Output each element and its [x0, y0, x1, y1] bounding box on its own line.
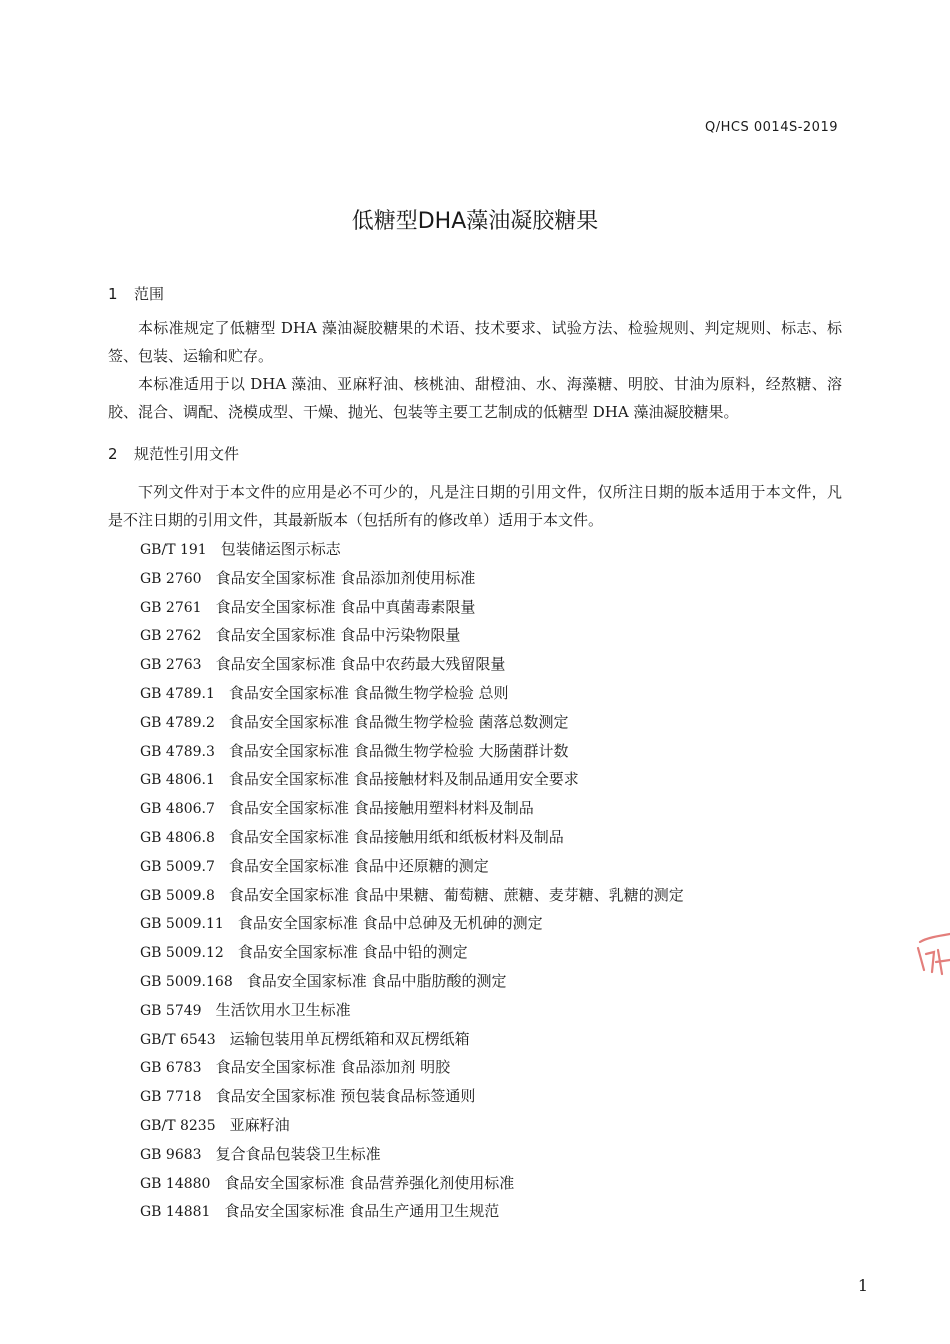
reference-item — [140, 996, 684, 1025]
scope-paragraph-1: 本标准规定了低糖型 DHA 藻油凝胶糖果的术语、技术要求、试验方法、检验规则、判定规则、标志、标签、包装、运输和贮存。 — [108, 319, 842, 365]
reference-item — [140, 1140, 684, 1169]
reference-item — [140, 794, 684, 823]
reference-title: 食品安全国家标准 食品接触用塑料材料及制品 — [228, 799, 534, 818]
reference-title: 食品安全国家标准 食品中果糖、葡萄糖、蔗糖、麦芽糖、乳糖的测定 — [228, 885, 684, 904]
reference-item — [140, 737, 684, 766]
section-title: 范围 — [134, 285, 165, 303]
reference-code: GB/T 6543 — [140, 1031, 216, 1048]
reference-item — [140, 1111, 684, 1140]
reference-title: 食品安全国家标准 食品接触用纸和纸板材料及制品 — [228, 827, 564, 846]
reference-item — [140, 593, 684, 622]
section-heading-normative-references — [108, 443, 239, 464]
reference-item — [140, 823, 684, 852]
reference-list — [140, 535, 684, 1226]
reference-code: GB 5009.7 — [140, 858, 215, 875]
reference-title: 亚麻籽油 — [229, 1115, 290, 1134]
reference-item — [140, 621, 684, 650]
reference-code: GB 5009.8 — [140, 887, 215, 904]
reference-title: 复合食品包装袋卫生标准 — [215, 1144, 381, 1163]
reference-code: GB 4789.2 — [140, 714, 215, 731]
reference-code: GB 2760 — [140, 570, 202, 587]
reference-code: GB/T 191 — [140, 542, 207, 558]
reference-code: GB 4789.1 — [140, 685, 215, 702]
reference-title: 食品安全国家标准 食品接触材料及制品通用安全要求 — [228, 770, 579, 789]
reference-item — [140, 1053, 684, 1082]
reference-code: GB 4806.7 — [140, 801, 215, 818]
reference-code: GB 7718 — [140, 1089, 202, 1106]
reference-code: GB 14880 — [140, 1175, 211, 1192]
reference-title: 食品安全国家标准 食品中真菌毒素限量 — [215, 597, 476, 616]
reference-code: GB 5009.11 — [140, 916, 224, 933]
section-number: 2 — [108, 445, 118, 463]
reference-item — [140, 708, 684, 737]
scope-paragraph-2: 本标准适用于以 DHA 藻油、亚麻籽油、核桃油、甜橙油、水、海藻糖、明胶、甘油为原料，经熬糖、溶胶、混合、调配、浇模成型、干燥、抛光、包装等主要工艺制成的低糖型 DHA 藻油凝胶糖果。 — [108, 375, 842, 421]
reference-title: 食品安全国家标准 食品中铅的测定 — [237, 943, 468, 962]
reference-item — [140, 881, 684, 910]
reference-item — [140, 1082, 684, 1111]
reference-title: 食品安全国家标准 食品生产通用卫生规范 — [224, 1202, 500, 1221]
reference-code: GB 5749 — [140, 1002, 202, 1019]
reference-title: 食品安全国家标准 食品微生物学检验 总则 — [228, 683, 509, 702]
document-title: 低糖型DHA藻油凝胶糖果 — [351, 209, 599, 234]
reference-title: 食品安全国家标准 食品添加剂 明胶 — [215, 1058, 451, 1077]
reference-item — [140, 535, 684, 564]
reference-item — [140, 1169, 684, 1198]
reference-title: 运输包装用单瓦楞纸箱和双瓦楞纸箱 — [229, 1029, 470, 1048]
reference-title: 食品安全国家标准 食品中污染物限量 — [215, 626, 461, 645]
reference-title: 食品安全国家标准 食品微生物学检验 菌落总数测定 — [228, 712, 569, 731]
reference-code: GB 4806.8 — [140, 829, 215, 846]
page-number: 1 — [857, 1276, 868, 1295]
reference-item — [140, 650, 684, 679]
reference-code: GB 2761 — [140, 599, 202, 616]
references-intro-paragraph: 下列文件对于本文件的应用是必不可少的，凡是注日期的引用文件，仅所注日期的版本适用于本文件，凡是不注日期的引用文件，其最新版本（包括所有的修改单）适用于本文件。 — [108, 483, 842, 529]
reference-item — [140, 679, 684, 708]
document-code: Q/HCS 0014S-2019 — [705, 120, 838, 135]
reference-item — [140, 1197, 684, 1226]
reference-code: GB 2763 — [140, 657, 202, 674]
reference-item — [140, 852, 684, 881]
section-heading-scope — [108, 283, 164, 304]
red-seal-stamp-fragment — [912, 932, 950, 976]
reference-item — [140, 564, 684, 593]
reference-code: GB 5009.168 — [140, 973, 233, 990]
reference-title: 食品安全国家标准 食品中还原糖的测定 — [228, 856, 489, 875]
section-title: 规范性引用文件 — [134, 445, 240, 463]
reference-code: GB 4789.3 — [140, 743, 215, 760]
reference-code: GB 4806.1 — [140, 772, 215, 789]
reference-code: GB 9683 — [140, 1146, 202, 1163]
section-number: 1 — [108, 285, 118, 303]
reference-code: GB 14881 — [140, 1204, 211, 1221]
reference-code: GB 5009.12 — [140, 945, 224, 962]
reference-code: GB/T 8235 — [140, 1117, 216, 1134]
reference-code: GB 6783 — [140, 1060, 202, 1077]
reference-title: 食品安全国家标准 食品中脂肪酸的测定 — [246, 971, 507, 990]
reference-item — [140, 967, 684, 996]
reference-item — [140, 938, 684, 967]
reference-item — [140, 765, 684, 794]
reference-code: GB 2762 — [140, 628, 202, 645]
reference-title: 包装储运图示标志 — [220, 540, 341, 558]
reference-item — [140, 1025, 684, 1054]
reference-title: 食品安全国家标准 食品营养强化剂使用标准 — [224, 1173, 515, 1192]
reference-item — [140, 909, 684, 938]
reference-title: 生活饮用水卫生标准 — [215, 1000, 351, 1019]
reference-title: 食品安全国家标准 食品微生物学检验 大肠菌群计数 — [228, 741, 569, 760]
reference-title: 食品安全国家标准 预包装食品标签通则 — [215, 1087, 476, 1106]
reference-title: 食品安全国家标准 食品添加剂使用标准 — [215, 568, 476, 587]
reference-title: 食品安全国家标准 食品中农药最大残留限量 — [215, 655, 506, 674]
reference-title: 食品安全国家标准 食品中总砷及无机砷的测定 — [237, 914, 543, 933]
